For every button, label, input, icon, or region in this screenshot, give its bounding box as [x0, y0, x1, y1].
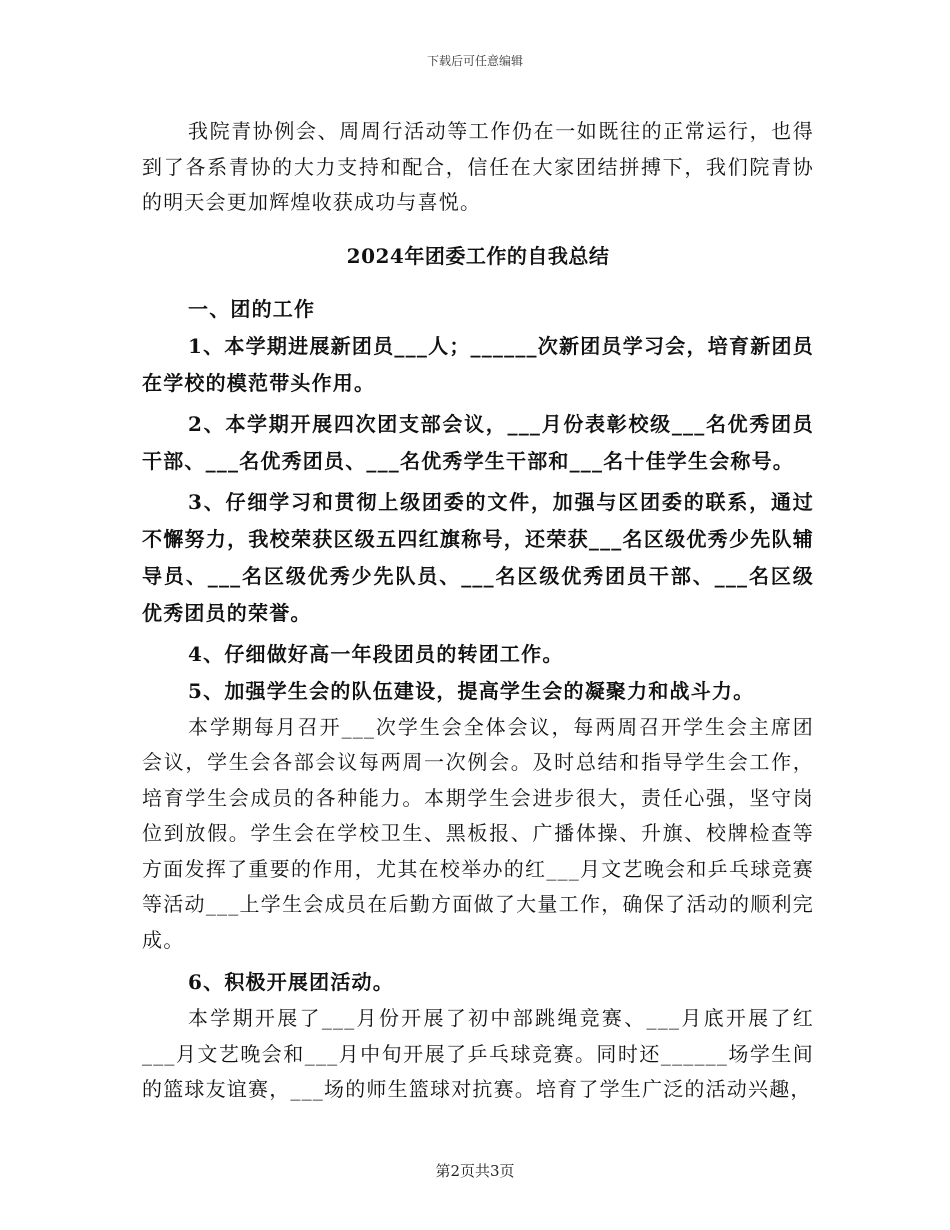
intro-paragraph: 我院青协例会、周周行活动等工作仍在一如既往的正常运行，也得到了各系青协的大力支持和配合，信任在大家团结拼搏下，我们院青协的明天会更加辉煌收获成功与喜悦。: [142, 119, 814, 214]
list-item-3: 3、仔细学习和贯彻上级团委的文件，加强与区团委的联系，通过不懈努力，我校荣获区级五四红旗称号，还荣获___名区级优秀少先队辅导员、___名区级优秀少先队员、___名区级优秀团员干部、___名区级优秀团员的荣誉。: [142, 489, 814, 625]
list-item-6: 6、积极开展团活动。: [188, 970, 394, 994]
list-item-5: 5、加强学生会的队伍建设，提高学生会的凝聚力和战斗力。: [188, 678, 755, 703]
document-body: [142, 114, 814, 1108]
list-item-4: 4、仔细做好高一年段团员的转团工作。: [188, 641, 564, 666]
list-item-1: 1、本学期进展新团员___人；______次新团员学习会，培育新团员在学校的模范带头作用。: [142, 333, 814, 395]
item-6-paragraph: 本学期开展了___月份开展了初中部跳绳竞赛、___月底开展了红___月文艺晚会和___月中旬开展了乒乓球竞赛。同时还______场学生间的篮球友谊赛，___场的师生篮球对抗赛。培育了学生广泛的活动兴趣，: [142, 1006, 814, 1101]
page-header: 下载后可任意编辑: [426, 54, 523, 68]
list-item-2: 2、本学期开展四次团支部会议，___月份表彰校级___名优秀团员干部、___名优秀团员、___名优秀学生干部和___名十佳学生会称号。: [142, 411, 814, 473]
page-footer: 第2页共3页: [435, 1162, 515, 1180]
document-title: 2024年团委工作的自我总结: [346, 243, 610, 268]
item-5-paragraph: 本学期每月召开___次学生会全体会议，每两周召开学生会主席团会议，学生会各部会议每两周一次例会。及时总结和指导学生会工作，培育学生会成员的各种能力。本期学生会进步很大，责任心强，坚守岗位到放假。学生会在学校卫生、黑板报、广播体操、升旗、校牌检查等方面发挥了重要的作用，尤其在校举办的红___月文艺晚会和乒乓球竞赛等活动___上学生会成员在后勤方面做了大量工作，确保了活动的顺利完成。: [142, 714, 814, 952]
section-heading: 一、团的工作: [188, 296, 316, 321]
